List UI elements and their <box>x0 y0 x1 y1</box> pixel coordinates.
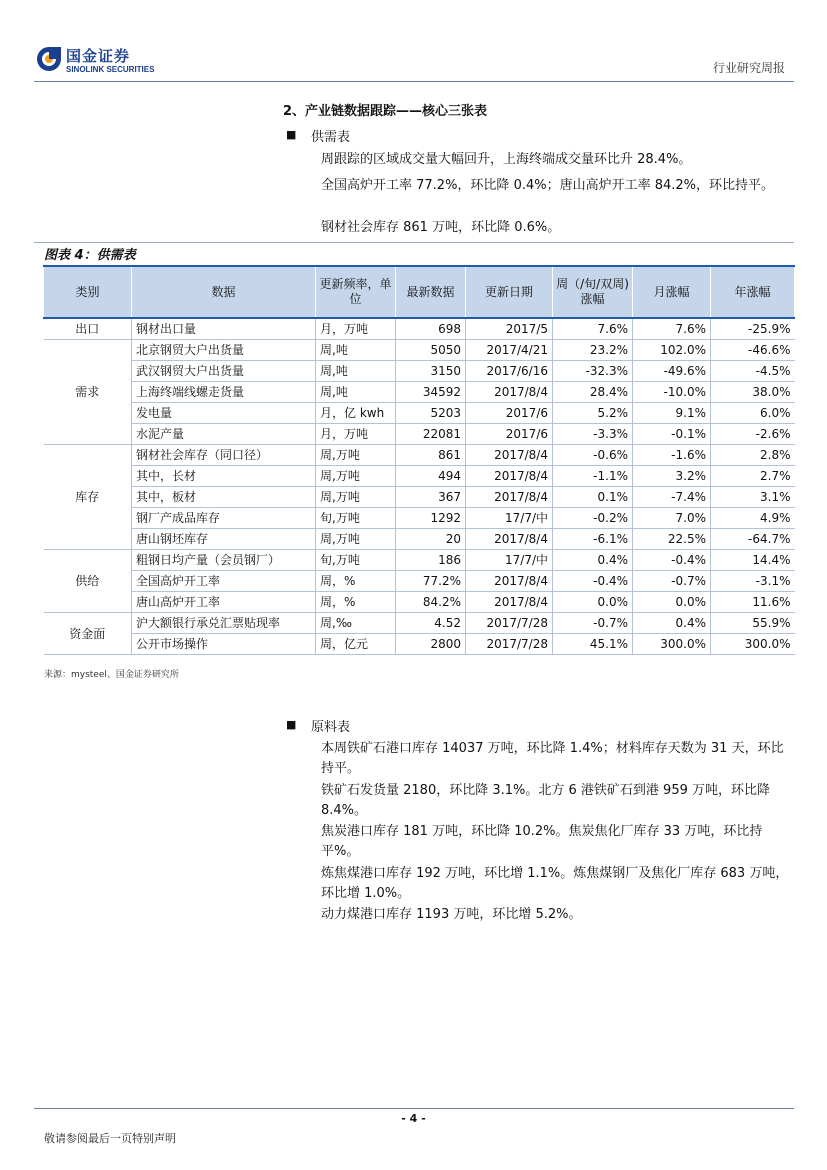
table-cell: 17/7/中 <box>466 550 553 571</box>
table-cell: 186 <box>396 550 466 571</box>
table-cell: 周,万吨 <box>316 445 396 466</box>
table-cell: 其中，长材 <box>132 466 316 487</box>
bullet-square-icon: ■ <box>286 718 297 731</box>
table-cell: 367 <box>396 487 466 508</box>
table-cell: 2800 <box>396 634 466 655</box>
table-cell: 周,‰ <box>316 613 396 634</box>
column-header: 更新日期 <box>466 266 553 318</box>
logo-english-text: SINOLINK SECURITIES <box>66 65 155 74</box>
table-cell: 公开市场操作 <box>132 634 316 655</box>
table-cell: 14.4% <box>711 550 795 571</box>
footer-disclaimer: 敬请参阅最后一页特别声明 <box>44 1132 176 1145</box>
table-cell: 唐山钢坯库存 <box>132 529 316 550</box>
table-cell: 7.0% <box>633 508 711 529</box>
category-cell: 供给 <box>44 550 132 613</box>
table-cell: 2017/5 <box>466 318 553 340</box>
table-cell: 494 <box>396 466 466 487</box>
table-cell: 2017/6 <box>466 403 553 424</box>
table-cell: 全国高炉开工率 <box>132 571 316 592</box>
table-cell: 周,吨 <box>316 361 396 382</box>
column-header: 类别 <box>44 266 132 318</box>
table-cell: 钢材社会库存（同口径） <box>132 445 316 466</box>
table-cell: -4.5% <box>711 361 795 382</box>
table-cell: 其中，板材 <box>132 487 316 508</box>
table-row <box>44 571 795 592</box>
table-cell: 月，万吨 <box>316 424 396 445</box>
table-cell: 2017/8/4 <box>466 529 553 550</box>
table-cell: 5.2% <box>553 403 633 424</box>
table-cell: 7.6% <box>633 318 711 340</box>
table-cell: 77.2% <box>396 571 466 592</box>
table-row <box>44 550 795 571</box>
table-row <box>44 613 795 634</box>
table-cell: 0.4% <box>553 550 633 571</box>
column-header: 月涨幅 <box>633 266 711 318</box>
table-cell: 2017/8/4 <box>466 592 553 613</box>
table-title: 图表 4：供需表 <box>44 248 136 263</box>
table-cell: 34592 <box>396 382 466 403</box>
table-cell: 周,万吨 <box>316 487 396 508</box>
table-cell: 周,吨 <box>316 340 396 361</box>
table-cell: 上海终端线螺走货量 <box>132 382 316 403</box>
table-cell: -3.1% <box>711 571 795 592</box>
table-cell: 4.9% <box>711 508 795 529</box>
table-row <box>44 382 795 403</box>
table-cell: 2.7% <box>711 466 795 487</box>
raw-materials-label: 原料表 <box>311 720 351 735</box>
table-cell: 0.1% <box>553 487 633 508</box>
table-cell: 2017/8/4 <box>466 445 553 466</box>
category-cell: 需求 <box>44 340 132 445</box>
supply-demand-label: 供需表 <box>311 130 351 145</box>
column-header: 数据 <box>132 266 316 318</box>
table-cell: -3.3% <box>553 424 633 445</box>
raw-materials-paragraph: 炼焦煤港口库存 192 万吨，环比增 1.1%。炼焦煤钢厂及焦化厂库存 683 万吨，环比增 1.0%。 <box>321 866 789 901</box>
column-header: 周（/旬/双周)涨幅 <box>553 266 633 318</box>
column-header: 更新频率，单位 <box>316 266 396 318</box>
table-cell: 旬,万吨 <box>316 508 396 529</box>
table-cell: 北京钢贸大户出货量 <box>132 340 316 361</box>
table-cell: 2017/6/16 <box>466 361 553 382</box>
table-cell: -0.2% <box>553 508 633 529</box>
bullet-square-icon: ■ <box>286 128 297 141</box>
table-cell: -64.7% <box>711 529 795 550</box>
table-row <box>44 361 795 382</box>
table-cell: 0.0% <box>633 592 711 613</box>
table-cell: -10.0% <box>633 382 711 403</box>
table-row <box>44 592 795 613</box>
table-cell: -7.4% <box>633 487 711 508</box>
raw-materials-paragraph: 焦炭港口库存 181 万吨，环比降 10.2%。焦炭焦化厂库存 33 万吨，环比持平%。 <box>321 824 763 859</box>
table-cell: 2017/8/4 <box>466 487 553 508</box>
table-row <box>44 340 795 361</box>
table-cell: 月，万吨 <box>316 318 396 340</box>
table-cell: 1292 <box>396 508 466 529</box>
column-header: 年涨幅 <box>711 266 795 318</box>
category-cell: 库存 <box>44 445 132 550</box>
table-row <box>44 445 795 466</box>
table-row <box>44 529 795 550</box>
header-divider <box>34 81 794 82</box>
table-row <box>44 508 795 529</box>
table-cell: 钢材出口量 <box>132 318 316 340</box>
table-cell: -0.7% <box>553 613 633 634</box>
table-cell: -1.1% <box>553 466 633 487</box>
table-cell: 2017/8/4 <box>466 571 553 592</box>
table-cell: 周,吨 <box>316 382 396 403</box>
raw-materials-paragraph: 本周铁矿石港口库存 14037 万吨，环比降 1.4%；材料库存天数为 31 天，环比持平。 <box>321 741 784 776</box>
table-cell: 2.8% <box>711 445 795 466</box>
section-title: 2、产业链数据跟踪——核心三张表 <box>283 104 488 119</box>
table-row <box>44 466 795 487</box>
category-cell: 资金面 <box>44 613 132 655</box>
table-cell: 0.0% <box>553 592 633 613</box>
table-cell: 水泥产量 <box>132 424 316 445</box>
table-cell: -32.3% <box>553 361 633 382</box>
table-cell: 钢厂产成品库存 <box>132 508 316 529</box>
table-cell: -6.1% <box>553 529 633 550</box>
table-cell: -2.6% <box>711 424 795 445</box>
table-cell: 84.2% <box>396 592 466 613</box>
logo-icon <box>36 46 62 72</box>
table-cell: 发电量 <box>132 403 316 424</box>
table-cell: 3.2% <box>633 466 711 487</box>
company-logo <box>36 46 166 80</box>
table-cell: 5050 <box>396 340 466 361</box>
table-cell: -0.7% <box>633 571 711 592</box>
table-cell: 22081 <box>396 424 466 445</box>
table-cell: 周，% <box>316 571 396 592</box>
table-cell: 22.5% <box>633 529 711 550</box>
table-cell: 38.0% <box>711 382 795 403</box>
table-cell: 23.2% <box>553 340 633 361</box>
table-source: 来源：mysteel、国金证券研究所 <box>44 670 179 680</box>
logo-chinese-text: 国金证券 <box>66 47 131 65</box>
table-cell: 6.0% <box>711 403 795 424</box>
table-cell: 周,万吨 <box>316 466 396 487</box>
table-cell: 周，亿元 <box>316 634 396 655</box>
table-cell: 3150 <box>396 361 466 382</box>
table-cell: 698 <box>396 318 466 340</box>
table-cell: 102.0% <box>633 340 711 361</box>
table-cell: 55.9% <box>711 613 795 634</box>
table-cell: 周,万吨 <box>316 529 396 550</box>
table-body <box>44 318 795 655</box>
column-header: 最新数据 <box>396 266 466 318</box>
table-cell: 2017/6 <box>466 424 553 445</box>
table-cell: -0.4% <box>553 571 633 592</box>
table-cell: -0.4% <box>633 550 711 571</box>
table-cell: -1.6% <box>633 445 711 466</box>
table-cell: -49.6% <box>633 361 711 382</box>
table-cell: 5203 <box>396 403 466 424</box>
raw-materials-paragraph: 铁矿石发货量 2180，环比降 3.1%。北方 6 港铁矿石到港 959 万吨，环比降 8.4%。 <box>321 783 770 818</box>
table-title-divider <box>34 242 794 243</box>
supply-demand-table <box>43 265 795 655</box>
table-cell: 45.1% <box>553 634 633 655</box>
table-cell: 2017/8/4 <box>466 466 553 487</box>
table-cell: 武汉钢贸大户出货量 <box>132 361 316 382</box>
table-cell: 4.52 <box>396 613 466 634</box>
table-cell: 2017/8/4 <box>466 382 553 403</box>
table-cell: -46.6% <box>711 340 795 361</box>
table-cell: -25.9% <box>711 318 795 340</box>
table-cell: -0.1% <box>633 424 711 445</box>
table-cell: 粗钢日均产量（会员钢厂） <box>132 550 316 571</box>
footer-divider <box>34 1108 794 1109</box>
table-cell: 300.0% <box>633 634 711 655</box>
category-cell: 出口 <box>44 318 132 340</box>
table-row <box>44 634 795 655</box>
table-header-row <box>44 266 795 318</box>
table-cell: 周，% <box>316 592 396 613</box>
table-cell: 28.4% <box>553 382 633 403</box>
table-cell: 861 <box>396 445 466 466</box>
table-row <box>44 487 795 508</box>
table-row <box>44 318 795 340</box>
table-cell: 唐山高炉开工率 <box>132 592 316 613</box>
table-cell: 17/7/中 <box>466 508 553 529</box>
table-cell: 沪大额银行承兑汇票贴现率 <box>132 613 316 634</box>
table-cell: 2017/4/21 <box>466 340 553 361</box>
table-row <box>44 403 795 424</box>
report-type: 行业研究周报 <box>712 61 785 75</box>
table-cell: 月，亿 kwh <box>316 403 396 424</box>
table-cell: 300.0% <box>711 634 795 655</box>
table-cell: 20 <box>396 529 466 550</box>
page-header <box>0 0 827 80</box>
supply-demand-paragraph: 周跟踪的区域成交量大幅回升，上海终端成交量环比升 28.4%。 <box>321 152 692 167</box>
supply-demand-paragraph: 钢材社会库存 861 万吨，环比降 0.6%。 <box>321 220 561 235</box>
supply-demand-paragraph: 全国高炉开工率 77.2%，环比降 0.4%；唐山高炉开工率 84.2%，环比持平。 <box>321 178 775 193</box>
table-row <box>44 424 795 445</box>
table-cell: 7.6% <box>553 318 633 340</box>
table-cell: 9.1% <box>633 403 711 424</box>
table-cell: 0.4% <box>633 613 711 634</box>
table-cell: 3.1% <box>711 487 795 508</box>
page-number: - 4 - <box>401 1112 426 1125</box>
table-cell: 旬,万吨 <box>316 550 396 571</box>
table-cell: 2017/7/28 <box>466 634 553 655</box>
raw-materials-paragraph: 动力煤港口库存 1193 万吨，环比增 5.2%。 <box>321 907 582 922</box>
table-cell: 11.6% <box>711 592 795 613</box>
table-cell: 2017/7/28 <box>466 613 553 634</box>
table-cell: -0.6% <box>553 445 633 466</box>
